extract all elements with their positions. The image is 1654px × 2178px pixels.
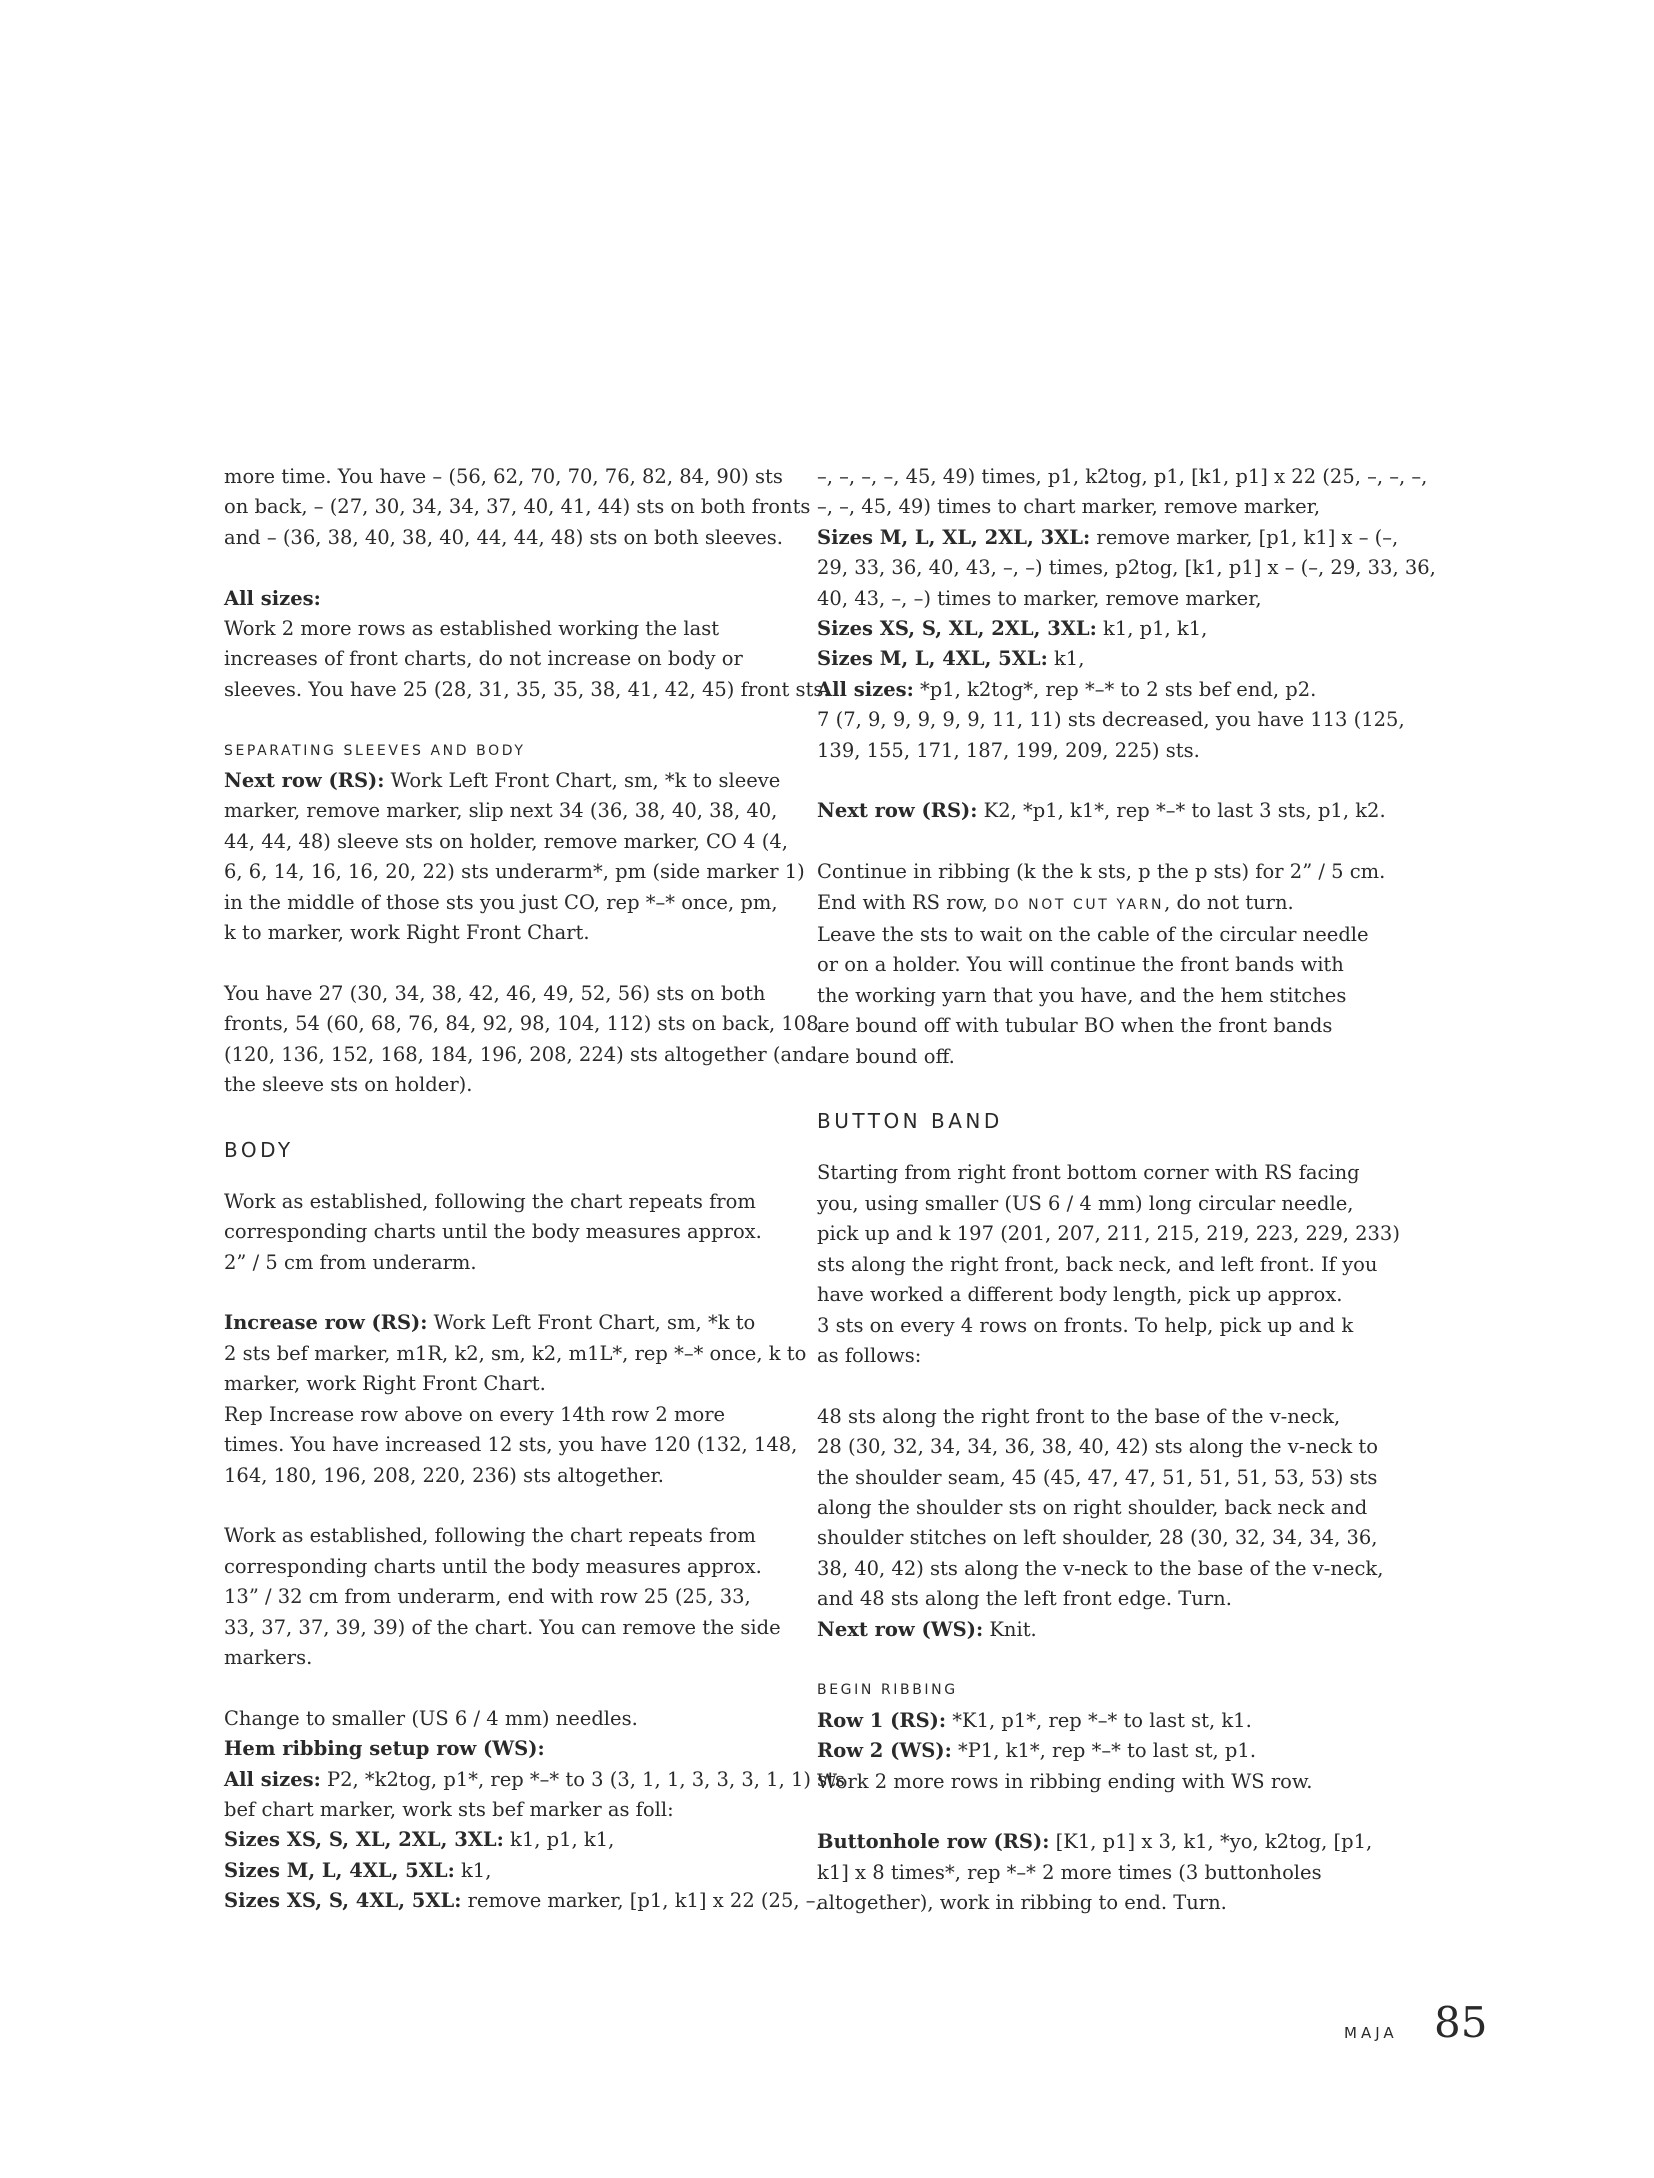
paragraph-pick-up-counts	[817, 1402, 1382, 1645]
text-line: Leave the sts to wait on the cable of the circular needle	[817, 923, 1369, 947]
text-line: k to marker, work Right Front Chart.	[224, 921, 590, 945]
text-line: on back, – (27, 30, 34, 34, 37, 40, 41, 44) sts on both fronts	[224, 495, 811, 519]
text-line: markers.	[224, 1645, 313, 1669]
text-line: Change to smaller (US 6 / 4 mm) needles.	[224, 1706, 638, 1730]
text-line: as follows:	[817, 1343, 922, 1367]
paragraph-increase-row	[224, 1308, 807, 1490]
text-line: 44, 44, 48) sleeve sts on holder, remove marker, CO 4 (4,	[224, 829, 788, 853]
text-line: marker, remove marker, slip next 34 (36, 38, 40, 38, 40,	[224, 799, 778, 823]
text-line: 48 sts along the right front to the base of the v-neck,	[817, 1404, 1341, 1428]
label-all-sizes: All sizes:	[817, 677, 914, 701]
paragraph-continue-ribbing	[817, 857, 1386, 1072]
paragraph-buttonhole-row	[817, 1827, 1382, 1918]
label-sizes: Sizes M, L, 4XL, 5XL:	[224, 1858, 455, 1882]
text-line: sts along the right front, back neck, and left front. If you	[817, 1252, 1378, 1276]
paragraph-hem-ribbing	[224, 1704, 846, 1917]
text-line: 38, 40, 42) sts along the v-neck to the base of the v-neck,	[817, 1556, 1384, 1580]
text-line: End with RS row,	[817, 890, 995, 914]
text-line: 6, 6, 14, 16, 16, 20, 22) sts underarm*, pm (side marker 1)	[224, 860, 805, 884]
label-increase-row: Increase row (RS):	[224, 1311, 428, 1335]
text-line: or on a holder. You will continue the front bands with	[817, 953, 1344, 977]
text-line: –, –, 45, 49) times to chart marker, remove marker,	[817, 495, 1321, 519]
text-line: have worked a different body length, pick up approx.	[817, 1283, 1343, 1307]
text-line: *p1, k2tog*, rep *–* to 2 sts bef end, p2.	[913, 677, 1317, 701]
label-next-row: Next row (RS):	[817, 799, 978, 823]
emphasis-do-not-cut-yarn: DO NOT CUT YARN	[994, 896, 1165, 913]
text-line: increases of front charts, do not increase on body or	[224, 647, 743, 671]
text-line: Work 2 more rows as established working the last	[224, 617, 720, 641]
subheading-separating-sleeves: SEPARATING SLEEVES AND BODY	[224, 742, 526, 759]
text-line: along the shoulder sts on right shoulder, back neck and	[817, 1495, 1368, 1519]
text-line: You have 27 (30, 34, 38, 42, 46, 49, 52, 56) sts on both	[224, 981, 766, 1005]
text-line: *P1, k1*, rep *–* to last st, p1.	[951, 1739, 1257, 1763]
text-line: 28 (30, 32, 34, 34, 36, 38, 40, 42) sts along the v-neck to	[817, 1435, 1378, 1459]
text-line: are bound off.	[817, 1044, 955, 1068]
text-line: Work as established, following the chart repeats from	[224, 1524, 756, 1548]
text-line: 2 sts bef marker, m1R, k2, sm, k2, m1L*, rep *–* once, k to	[224, 1341, 807, 1365]
text-line: and 48 sts along the left front edge. Turn.	[817, 1587, 1232, 1611]
label-sizes: Sizes XS, S, XL, 2XL, 3XL:	[224, 1828, 504, 1852]
paragraph-decrease	[817, 462, 1436, 766]
text-line: the sleeve sts on holder).	[224, 1073, 473, 1097]
label-hem-ribbing: Hem ribbing setup row (WS):	[224, 1737, 545, 1761]
label-buttonhole-row: Buttonhole row (RS):	[817, 1830, 1050, 1854]
text-line: remove marker, [p1, k1] x 22 (25, –,	[461, 1889, 822, 1913]
text-line: and – (36, 38, 40, 38, 40, 44, 44, 48) sts on both sleeves.	[224, 525, 783, 549]
paragraph-stitch-count	[224, 462, 811, 553]
text-line: P2, *k2tog, p1*, rep *–* to 3 (3, 1, 1, 3, 3, 3, 1, 1) sts	[320, 1767, 846, 1791]
text-line: the shoulder seam, 45 (45, 47, 47, 51, 51, 51, 53, 53) sts	[817, 1465, 1378, 1489]
text-line: k1,	[454, 1858, 492, 1882]
text-line: k1,	[1047, 647, 1085, 671]
text-line: corresponding charts until the body measures approx.	[224, 1220, 762, 1244]
text-line: you, using smaller (US 6 / 4 mm) long circular needle,	[817, 1191, 1354, 1215]
text-line: are bound off with tubular BO when the front bands	[817, 1014, 1333, 1038]
label-sizes: Sizes M, L, 4XL, 5XL:	[817, 647, 1048, 671]
text-line: k1, p1, k1,	[1096, 617, 1208, 641]
text-line: [K1, p1] x 3, k1, *yo, k2tog, [p1,	[1049, 1830, 1373, 1854]
paragraph-separating	[224, 736, 805, 949]
text-line: Work Left Front Chart, sm, *k to	[427, 1311, 756, 1335]
text-line: fronts, 54 (60, 68, 76, 84, 92, 98, 104, 112) sts on back, 108	[224, 1012, 819, 1036]
text-line: times. You have increased 12 sts, you have 120 (132, 148,	[224, 1433, 798, 1457]
text-line: corresponding charts until the body measures approx.	[224, 1554, 762, 1578]
text-line: Work Left Front Chart, sm, *k to sleeve	[384, 769, 781, 793]
label-all-sizes: All sizes:	[224, 586, 321, 610]
text-line: shoulder stitches on left shoulder, 28 (30, 32, 34, 34, 36,	[817, 1526, 1378, 1550]
text-line: bef chart marker, work sts bef marker as foll:	[224, 1797, 674, 1821]
text-line: the working yarn that you have, and the hem stitches	[817, 983, 1347, 1007]
paragraph-pick-up	[817, 1158, 1400, 1371]
text-line: altogether), work in ribbing to end. Turn.	[817, 1891, 1227, 1915]
text-line: Knit.	[983, 1617, 1037, 1641]
paragraph-next-row	[817, 796, 1386, 826]
text-line: k1, p1, k1,	[503, 1828, 615, 1852]
text-line: in the middle of those sts you just CO, rep *–* once, pm,	[224, 890, 778, 914]
text-line: k1] x 8 times*, rep *–* 2 more times (3 buttonholes	[817, 1860, 1322, 1884]
label-sizes: Sizes XS, S, XL, 2XL, 3XL:	[817, 617, 1097, 641]
text-line: sleeves. You have 25 (28, 31, 35, 35, 38, 41, 42, 45) front sts.	[224, 677, 830, 701]
label-next-row: Next row (WS):	[817, 1617, 984, 1641]
label-sizes: Sizes M, L, XL, 2XL, 3XL:	[817, 525, 1091, 549]
text-line: 139, 155, 171, 187, 199, 209, 225) sts.	[817, 738, 1200, 762]
text-line: K2, *p1, k1*, rep *–* to last 3 sts, p1, k2.	[977, 799, 1386, 823]
paragraph-body-length	[224, 1521, 784, 1673]
paragraph-begin-ribbing	[817, 1675, 1382, 1797]
paragraph-stitch-totals	[224, 979, 819, 1101]
text-line: pick up and k 197 (201, 207, 211, 215, 219, 223, 229, 233)	[817, 1222, 1400, 1246]
text-line: 33, 37, 37, 39, 39) of the chart. You can remove the side	[224, 1615, 781, 1639]
text-line: 40, 43, –, –) times to marker, remove marker,	[817, 586, 1262, 610]
text-line: 3 sts on every 4 rows on fronts. To help, pick up and k	[817, 1313, 1354, 1337]
section-heading-button-band: BUTTON BAND	[817, 1109, 1003, 1134]
text-line: Work 2 more rows in ribbing ending with WS row.	[817, 1769, 1313, 1793]
label-all-sizes: All sizes:	[224, 1767, 321, 1791]
paragraph-body-work	[224, 1187, 784, 1278]
text-line: Rep Increase row above on every 14th row 2 more	[224, 1402, 726, 1426]
text-line: , do not turn.	[1164, 890, 1294, 914]
text-line: 13” / 32 cm from underarm, end with row 25 (25, 33,	[224, 1585, 751, 1609]
paragraph-all-sizes	[224, 584, 830, 706]
text-line: 29, 33, 36, 40, 43, –, –) times, p2tog, [k1, p1] x – (–, 29, 33, 36,	[817, 556, 1436, 580]
label-row-1: Row 1 (RS):	[817, 1708, 947, 1732]
left-column	[224, 462, 846, 1947]
label-sizes: Sizes XS, S, 4XL, 5XL:	[224, 1889, 462, 1913]
text-line: Continue in ribbing (k the k sts, p the p sts) for 2” / 5 cm.	[817, 860, 1386, 884]
subheading-begin-ribbing: BEGIN RIBBING	[817, 1682, 958, 1699]
text-line: (120, 136, 152, 168, 184, 196, 208, 224) sts altogether (and	[224, 1042, 818, 1066]
text-line: 2” / 5 cm from underarm.	[224, 1250, 477, 1274]
footer-pattern-name: MAJA	[1344, 2024, 1398, 2042]
label-next-row: Next row (RS):	[224, 769, 385, 793]
text-line: 7 (7, 9, 9, 9, 9, 9, 11, 11) sts decreased, you have 113 (125,	[817, 708, 1405, 732]
label-row-2: Row 2 (WS):	[817, 1739, 952, 1763]
text-line: more time. You have – (56, 62, 70, 70, 76, 82, 84, 90) sts	[224, 465, 783, 488]
text-line: –, –, –, –, 45, 49) times, p1, k2tog, p1, [k1, p1] x 22 (25, –, –, –,	[817, 465, 1428, 488]
page-number: 85	[1434, 1998, 1488, 2047]
text-line: 164, 180, 196, 208, 220, 236) sts altogether.	[224, 1463, 664, 1487]
section-heading-body: BODY	[224, 1137, 294, 1162]
text-line: marker, work Right Front Chart.	[224, 1372, 546, 1396]
text-line: remove marker, [p1, k1] x – (–,	[1090, 525, 1399, 549]
text-line: Starting from right front bottom corner with RS facing	[817, 1161, 1360, 1185]
text-line: Work as established, following the chart repeats from	[224, 1189, 756, 1213]
right-column	[817, 462, 1436, 1949]
text-line: *K1, p1*, rep *–* to last st, k1.	[946, 1708, 1252, 1732]
